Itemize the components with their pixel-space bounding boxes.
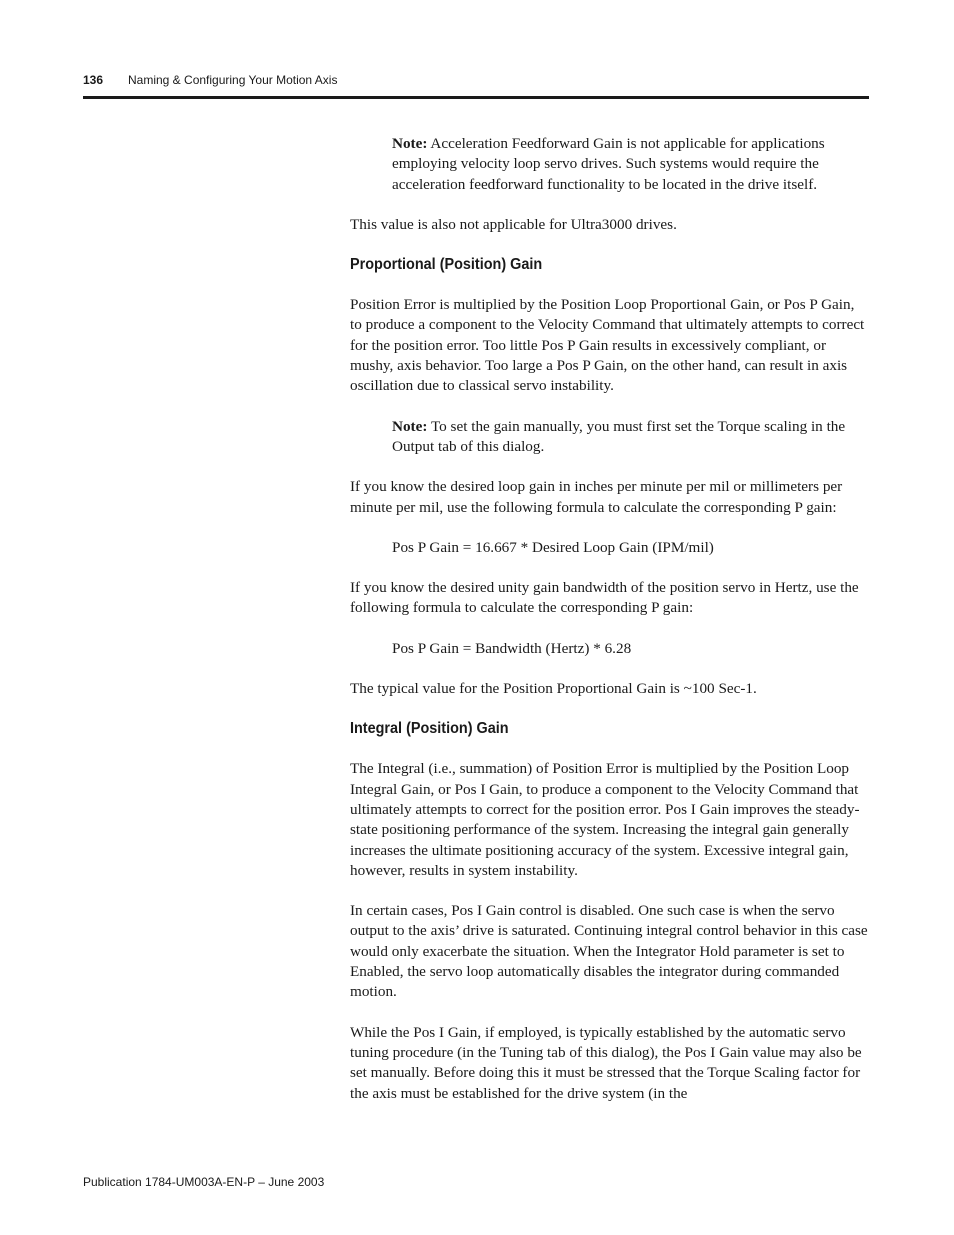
- main-content: [350, 134, 870, 1124]
- note-label: Note:: [392, 135, 428, 152]
- paragraph-integral: The Integral (i.e., summation) of Position Error is multiplied by the Position Loop Integral Gain, or Pos I Gain, to produce a component to the Velocity Command that ultimately attempts to correct for the position error. Pos I Gain improves the steady-state positioning performance of the system. Increasing the integral gain generally increases the ultimate positioning accuracy of the system. Excessive integral gain, however, results in system instability.: [350, 760, 860, 879]
- running-title: Naming & Configuring Your Motion Axis: [128, 73, 338, 87]
- note-text: To set the gain manually, you must first set the Torque scaling in the Output tab of this dialog.: [392, 417, 846, 455]
- paragraph-bandwidth: If you know the desired unity gain bandwidth of the position servo in Hertz, use the following formula to calculate the corresponding P gain:: [350, 579, 859, 617]
- paragraph-loop-gain: If you know the desired loop gain in inches per minute per mil or millimeters per minute per mil, use the following formula to calculate the corresponding P gain:: [350, 478, 843, 516]
- page-footer: Publication 1784-UM003A-EN-P – June 2003: [83, 1175, 325, 1189]
- paragraph-ultra3000: This value is also not applicable for Ultra3000 drives.: [350, 215, 677, 233]
- note-label: Note:: [392, 417, 428, 435]
- paragraph-position-error: Position Error is multiplied by the Position Loop Proportional Gain, or Pos P Gain, to produce a component to the Velocity Command that ultimately attempts to correct for the position error. Too little Pos P Gain results in excessively compliant, or mushy, axis behavior. Too large a Pos P Gain, on the other hand, can result in axis oscillation due to classical servo instability.: [350, 296, 865, 395]
- note-torque-scaling: [392, 417, 870, 458]
- page-number: 136: [83, 73, 104, 87]
- paragraph-disabled: In certain cases, Pos I Gain control is disabled. One such case is when the servo output to the axis’ drive is saturated. Continuing integral control behavior in this case would only exacerbate the situation. When the Integrator Hold parameter is set to Enabled, the servo loop automatically disables the integrator during commanded motion.: [350, 902, 868, 1001]
- page-header: [83, 73, 869, 97]
- formula-loop-gain: Pos P Gain = 16.667 * Desired Loop Gain (IPM/mil): [392, 538, 714, 556]
- header-rule: [83, 96, 869, 99]
- paragraph-typical-value: The typical value for the Position Proportional Gain is ~100 Sec-1.: [350, 680, 757, 698]
- note-acceleration-feedforward: [392, 134, 870, 195]
- formula-bandwidth: Pos P Gain = Bandwidth (Hertz) * 6.28: [392, 639, 632, 657]
- note-text: Acceleration Feedforward Gain is not applicable for applications employing velocity loop servo drives. Such systems would require the acceleration feedforward functionality to be located in the drive itself.: [392, 135, 825, 193]
- heading-proportional-gain: Proportional (Position) Gain: [350, 256, 543, 274]
- heading-integral-gain: Integral (Position) Gain: [350, 720, 509, 738]
- paragraph-manual: While the Pos I Gain, if employed, is typically established by the automatic servo tuning procedure (in the Tuning tab of this dialog), the Pos I Gain value may also be set manually. Before doing this it must be stressed that the Torque Scaling factor for the axis must be established for the drive system (in the: [350, 1023, 862, 1102]
